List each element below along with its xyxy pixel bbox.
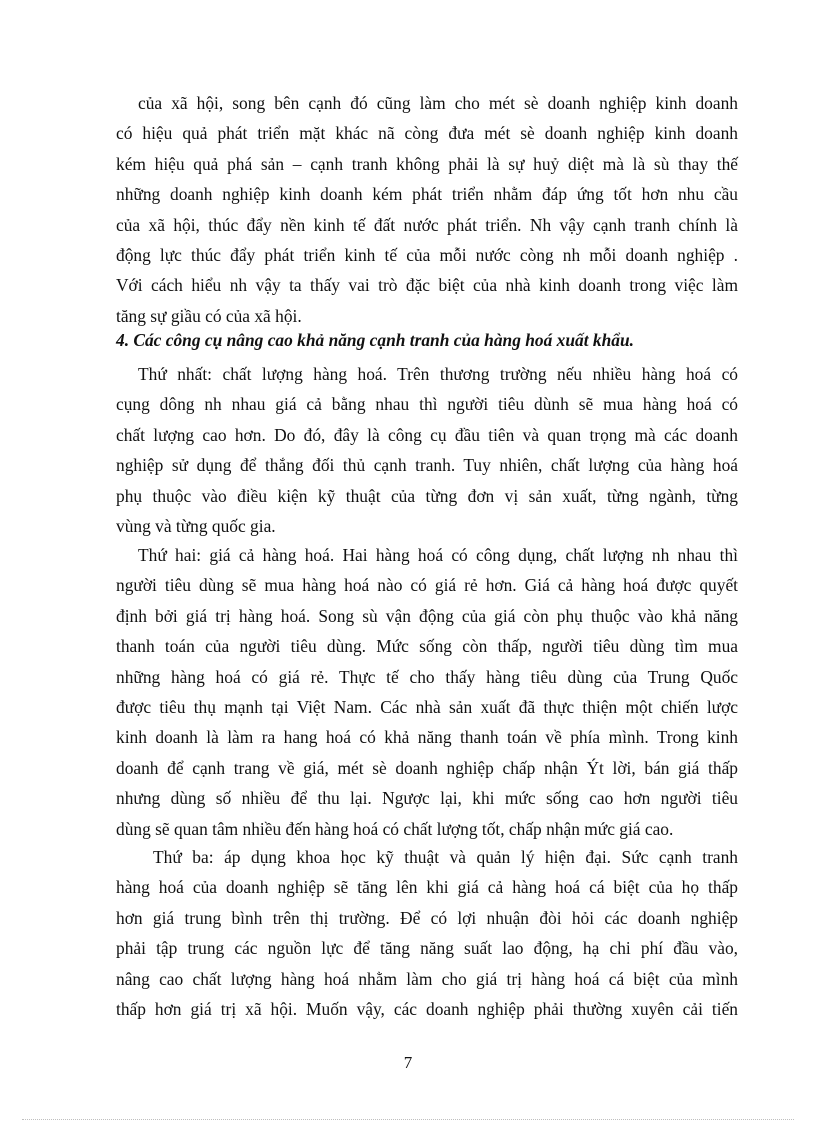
section-heading: 4. Các công cụ nâng cao khả năng cạnh tranh của hàng hoá xuất khẩu. bbox=[116, 330, 634, 350]
page-number: 7 bbox=[403, 1053, 413, 1072]
text-line: kinh doanh là làm ra hang hoá có khả năng thanh toán về phía mình. Trong kinh bbox=[116, 727, 738, 748]
text-line: những hàng hoá có giá rẻ. Thực tế cho thấy hàng tiêu dùng của Trung Quốc bbox=[116, 666, 738, 687]
text-line: phải tập trung các nguồn lực để tăng năng suất lao động, hạ chi phí đầu vào, bbox=[116, 938, 738, 959]
text-line: hơn giá trung bình trên thị trường. Để có lợi nhuận đòi hỏi các doanh nghiệp bbox=[116, 907, 738, 928]
text-line: được tiêu thụ mạnh tại Việt Nam. Các nhà sản xuất đã thực thiện một chiến lược bbox=[116, 696, 738, 717]
text-line: nghiệp sử dụng để thắng đối thủ cạnh tranh. Tuy nhiên, chất lượng của hàng hoá bbox=[116, 455, 738, 476]
paragraph-society-competition bbox=[116, 88, 738, 331]
text-line: của xã hội, song bên cạnh đó cũng làm cho mét sè doanh nghiệp kinh doanh bbox=[138, 93, 738, 113]
text-line: kém hiệu quả phá sản – cạnh tranh không phải là sự huỷ diệt mà là sù thay thế bbox=[116, 153, 738, 174]
text-line: nâng cao chất lượng hàng hoá nhằm làm cho giá trị hàng hoá cá biệt của mình bbox=[116, 968, 738, 989]
text-line: định bởi giá trị hàng hoá. Song sù vận động của giá còn phụ thuộc vào khả năng bbox=[116, 605, 738, 626]
paragraph-price bbox=[116, 540, 738, 844]
text-line: vùng và từng quốc gia. bbox=[116, 515, 276, 536]
text-line: những doanh nghiệp kinh doanh kém phát triển nhằm đáp ứng tốt hơn nhu cầu bbox=[116, 184, 738, 205]
paragraph-technology bbox=[116, 842, 738, 1024]
text-line: Thứ hai: giá cả hàng hoá. Hai hàng hoá có công dụng, chất lượng nh nhau thì bbox=[138, 545, 738, 565]
text-line: Thứ nhất: chất lượng hàng hoá. Trên thương trường nếu nhiều hàng hoá có bbox=[138, 364, 738, 384]
text-line: dùng sẽ quan tâm nhiều đến hàng hoá có chất lượng tốt, chấp nhận mức giá cao. bbox=[116, 818, 674, 839]
text-line: tăng sự giầu có của xã hội. bbox=[116, 305, 302, 326]
text-line: hàng hoá của doanh nghiệp sẽ tăng lên khi giá cả hàng hoá cá biệt của họ thấp bbox=[116, 877, 738, 898]
paragraph-quality bbox=[116, 359, 738, 541]
text-line: doanh để cạnh trang về giá, mét sè doanh nghiệp chấp nhận Ýt lời, bán giá thấp bbox=[116, 757, 738, 778]
text-line: Với cách hiểu nh vậy ta thấy vai trò đặc biệt của nhà kinh doanh trong việc làm bbox=[116, 275, 738, 296]
text-line: Thứ ba: áp dụng khoa học kỹ thuật và quản lý hiện đại. Sức cạnh tranh bbox=[153, 847, 738, 867]
text-line: người tiêu dùng sẽ mua hàng hoá nào có giá rẻ hơn. Giá cả hàng hoá được quyết bbox=[116, 575, 738, 596]
text-line: thanh toán của người tiêu dùng. Mức sống còn thấp, người tiêu dùng tìm mua bbox=[116, 636, 738, 657]
text-line: động lực thúc đẩy phát triển kinh tế của mỗi nước còng nh mỗi doanh nghiệp . bbox=[116, 244, 738, 265]
text-line: có hiệu quả phát triển mặt khác nã còng đưa mét sè doanh nghiệp kinh doanh bbox=[116, 123, 738, 144]
page-bottom-rule bbox=[22, 1119, 794, 1120]
text-line: chất lượng cao hơn. Do đó, đây là công cụ đầu tiên và quan trọng mà các doanh bbox=[116, 424, 738, 445]
text-line: phụ thuộc vào điều kiện kỹ thuật của từng đơn vị sản xuất, từng ngành, từng bbox=[116, 485, 738, 506]
text-line: cụng dông nh nhau giá cả bằng nhau thì người tiêu dùnh sẽ mua hàng hoá có bbox=[116, 394, 738, 415]
text-line: của xã hội, thúc đẩy nền kinh tế đất nước phát triển. Nh vậy cạnh tranh chính là bbox=[116, 214, 738, 235]
text-line: thấp hơn giá trị xã hội. Muốn vậy, các doanh nghiệp phải thường xuyên cải tiến bbox=[116, 998, 738, 1019]
text-line: nhưng dùng số nhiều để thu lại. Ngược lại, khi mức sống cao hơn người tiêu bbox=[116, 788, 738, 809]
